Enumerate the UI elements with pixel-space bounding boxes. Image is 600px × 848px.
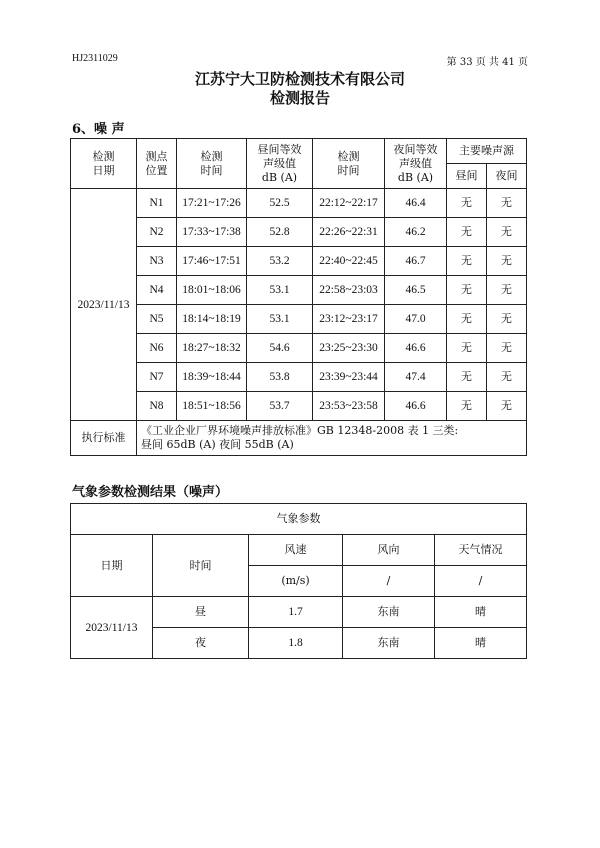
night-value-cell: 46.5 <box>385 276 447 305</box>
table-row <box>71 247 527 276</box>
standard-text: 《工业企业厂界环境噪声排放标准》GB 12348-2008 表 1 三类: 昼间 65dB (A) 夜间 55dB (A) <box>137 421 527 456</box>
point-cell: N3 <box>137 247 177 276</box>
standard-label: 执行标准 <box>71 421 137 456</box>
point-cell: N6 <box>137 334 177 363</box>
table-row <box>71 363 527 392</box>
day-value-cell: 52.5 <box>247 189 313 218</box>
night-value-cell: 46.6 <box>385 392 447 421</box>
point-cell: N4 <box>137 276 177 305</box>
day-time-cell: 17:46~17:51 <box>177 247 247 276</box>
table-row <box>71 392 527 421</box>
source-night-cell: 无 <box>487 189 527 218</box>
night-value-cell: 46.7 <box>385 247 447 276</box>
source-night-cell: 无 <box>487 392 527 421</box>
weather-table <box>70 503 527 659</box>
wind-direction-cell: 东南 <box>343 628 435 659</box>
weather-header-wind-direction: 风向 <box>343 535 435 566</box>
night-time-cell: 22:40~22:45 <box>313 247 385 276</box>
source-day-cell: 无 <box>447 363 487 392</box>
page-info: 第 33 页 共 41 页 <box>446 57 528 68</box>
col-header-source-night: 夜间 <box>487 164 527 189</box>
report-code: HJ2311029 <box>72 53 118 64</box>
company-name: 江苏宁大卫防检测技术有限公司 <box>194 70 405 88</box>
point-cell: N5 <box>137 305 177 334</box>
point-cell: N8 <box>137 392 177 421</box>
report-title: 检测报告 <box>269 89 330 107</box>
night-time-cell: 23:53~23:58 <box>313 392 385 421</box>
wind-direction-cell: 东南 <box>343 597 435 628</box>
col-header-day-time: 检测 时间 <box>177 139 247 189</box>
source-day-cell: 无 <box>447 218 487 247</box>
day-value-cell: 52.8 <box>247 218 313 247</box>
wind-speed-unit: (m/s) <box>249 566 343 597</box>
noise-section-title: 6、噪 声 <box>72 122 125 137</box>
source-night-cell: 无 <box>487 247 527 276</box>
source-day-cell: 无 <box>447 189 487 218</box>
point-cell: N1 <box>137 189 177 218</box>
day-value-cell: 53.8 <box>247 363 313 392</box>
wind-speed-cell: 1.8 <box>249 628 343 659</box>
night-time-cell: 23:39~23:44 <box>313 363 385 392</box>
weather-header-date: 日期 <box>71 535 153 597</box>
condition-unit: / <box>435 566 527 597</box>
day-time-cell: 18:51~18:56 <box>177 392 247 421</box>
weather-header-wind-speed: 风速 <box>249 535 343 566</box>
col-header-source-day: 昼间 <box>447 164 487 189</box>
table-row <box>71 305 527 334</box>
col-header-night-time: 检测 时间 <box>313 139 385 189</box>
source-day-cell: 无 <box>447 247 487 276</box>
col-header-date: 检测 日期 <box>71 139 137 189</box>
table-row <box>71 276 527 305</box>
source-night-cell: 无 <box>487 363 527 392</box>
source-day-cell: 无 <box>447 276 487 305</box>
point-cell: N2 <box>137 218 177 247</box>
condition-cell: 晴 <box>435 628 527 659</box>
day-value-cell: 53.1 <box>247 305 313 334</box>
col-header-day-value: 昼间等效 声级值 dB (A) <box>247 139 313 189</box>
noise-table <box>70 138 527 456</box>
night-time-cell: 23:25~23:30 <box>313 334 385 363</box>
day-value-cell: 53.7 <box>247 392 313 421</box>
source-night-cell: 无 <box>487 276 527 305</box>
day-value-cell: 53.1 <box>247 276 313 305</box>
point-cell: N7 <box>137 363 177 392</box>
night-value-cell: 46.6 <box>385 334 447 363</box>
weather-time-cell: 夜 <box>153 628 249 659</box>
table-row <box>71 189 527 218</box>
col-header-night-value: 夜间等效 声级值 dB (A) <box>385 139 447 189</box>
day-time-cell: 17:21~17:26 <box>177 189 247 218</box>
day-time-cell: 18:01~18:06 <box>177 276 247 305</box>
noise-date-cell: 2023/11/13 <box>71 189 137 421</box>
source-night-cell: 无 <box>487 334 527 363</box>
day-time-cell: 18:27~18:32 <box>177 334 247 363</box>
day-time-cell: 18:39~18:44 <box>177 363 247 392</box>
weather-header-condition: 天气情况 <box>435 535 527 566</box>
table-row <box>71 597 527 628</box>
weather-section-title: 气象参数检测结果（噪声） <box>72 485 229 500</box>
night-value-cell: 47.4 <box>385 363 447 392</box>
weather-date-cell: 2023/11/13 <box>71 597 153 659</box>
col-header-point: 测点 位置 <box>137 139 177 189</box>
table-row <box>71 334 527 363</box>
day-time-cell: 18:14~18:19 <box>177 305 247 334</box>
source-night-cell: 无 <box>487 305 527 334</box>
wind-speed-cell: 1.7 <box>249 597 343 628</box>
standard-row <box>71 421 527 456</box>
col-header-main-source: 主要噪声源 <box>447 139 527 164</box>
source-day-cell: 无 <box>447 334 487 363</box>
wind-direction-unit: / <box>343 566 435 597</box>
night-time-cell: 23:12~23:17 <box>313 305 385 334</box>
night-time-cell: 22:12~22:17 <box>313 189 385 218</box>
weather-time-cell: 昼 <box>153 597 249 628</box>
night-value-cell: 47.0 <box>385 305 447 334</box>
table-row <box>71 218 527 247</box>
source-night-cell: 无 <box>487 218 527 247</box>
source-day-cell: 无 <box>447 392 487 421</box>
night-value-cell: 46.4 <box>385 189 447 218</box>
day-time-cell: 17:33~17:38 <box>177 218 247 247</box>
day-value-cell: 53.2 <box>247 247 313 276</box>
night-time-cell: 22:58~23:03 <box>313 276 385 305</box>
condition-cell: 晴 <box>435 597 527 628</box>
night-value-cell: 46.2 <box>385 218 447 247</box>
night-time-cell: 22:26~22:31 <box>313 218 385 247</box>
day-value-cell: 54.6 <box>247 334 313 363</box>
source-day-cell: 无 <box>447 305 487 334</box>
weather-header-time: 时间 <box>153 535 249 597</box>
weather-group-header: 气象参数 <box>71 504 527 535</box>
